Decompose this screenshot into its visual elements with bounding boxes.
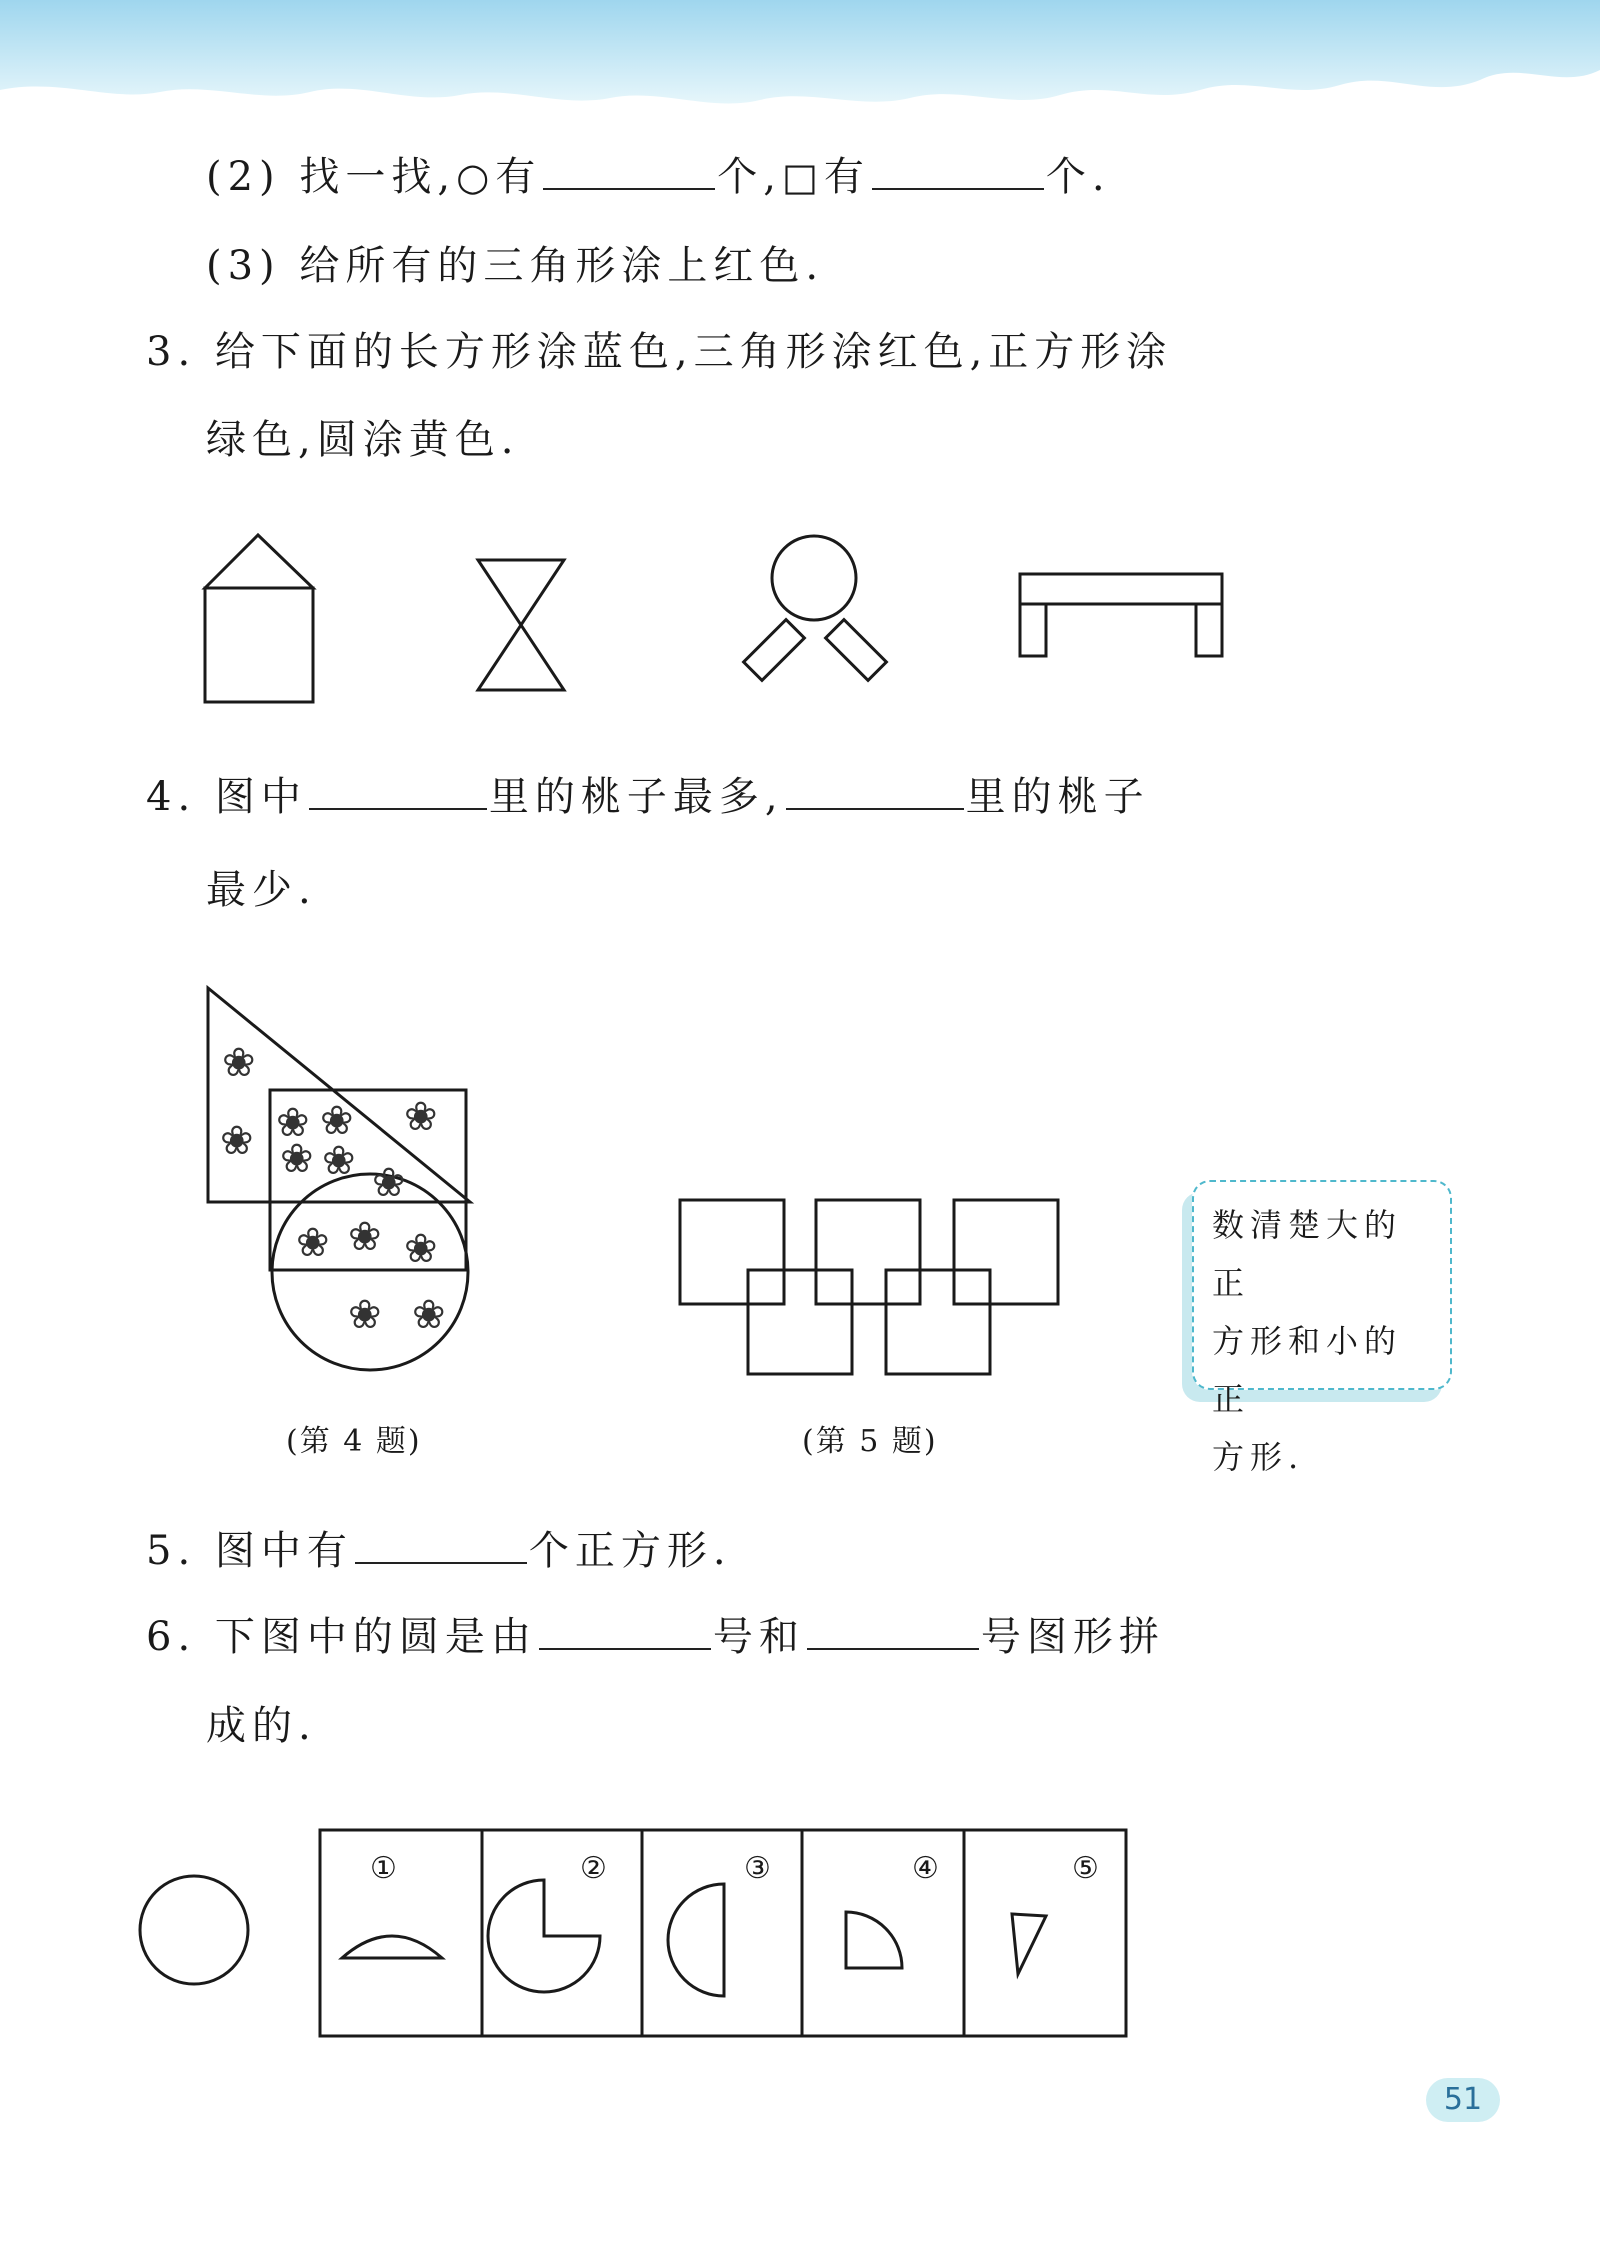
q6-prefix: 6. 下图中的圆是由 [146,1614,537,1660]
hint-line-1: 数清楚大的正 [1212,1206,1403,1302]
q3-line1: 3. 给下面的长方形涂蓝色,三角形涂红色,正方形涂 [146,329,1173,375]
q5-line [146,1522,732,1579]
piece-5-sector [1012,1914,1046,1974]
q3-house-shape [200,530,320,710]
piece-label-3: ③ [744,1851,771,1886]
q6-circle-shape [136,1872,256,1992]
piece-label-1: ① [370,1851,397,1886]
q4-least-blank[interactable] [786,768,964,810]
q3-hourglass-shape [474,556,574,696]
q2-part2-prefix: (2) 找一找, [206,154,457,200]
q5-count-blank[interactable] [355,1522,527,1564]
peach-icon: ❀ [348,1214,382,1260]
q2-part3-line: (3) 给所有的三角形涂上红色. [206,243,825,289]
piece-label-4: ④ [912,1851,939,1886]
q4-suffix: 里的桃子 [965,774,1150,820]
q5-suffix: 个正方形. [528,1528,732,1574]
peach-icon: ❀ [372,1160,406,1206]
q2-part2-line [206,148,1111,205]
header-cloud-band [0,0,1600,130]
page-number-badge: 51 [1426,2078,1500,2122]
hint-line-2: 方形和小的正 [1212,1322,1403,1418]
hint-line-3: 方形. [1212,1438,1305,1476]
piece-label-5: ⑤ [1072,1851,1099,1886]
piece-3-semicircle [668,1884,724,1996]
peach-icon: ❀ [320,1098,354,1144]
peach-icon: ❀ [222,1040,256,1086]
q5-squares-figure [676,1196,1068,1382]
q3-table-shape [1018,570,1228,670]
q2-circle-count-blank[interactable] [543,148,715,190]
q2-square-count-blank[interactable] [872,148,1044,190]
q6-mid: 号和 [712,1614,805,1660]
peach-icon: ❀ [412,1292,446,1338]
peach-icon: ❀ [296,1220,330,1266]
peach-icon: ❀ [220,1118,254,1164]
piece-4-quarter [846,1912,902,1968]
peach-icon: ❀ [322,1138,356,1184]
peach-icon: ❀ [404,1226,438,1272]
q4-line1 [146,768,1150,825]
piece-2-three-quarter [488,1880,600,1992]
piece-label-2: ② [580,1851,607,1886]
q3-line2: 绿色,圆涂黄色. [206,417,520,463]
q6-line2: 成的. [206,1703,317,1749]
q6-line1 [146,1608,1165,1665]
q5-prefix: 5. 图中有 [146,1528,353,1574]
q2-has-1: 有 [495,154,542,200]
piece-1-segment [342,1936,442,1958]
q4-most-blank[interactable] [309,768,487,810]
q6-pieces-table [318,1828,1130,2040]
q6-suffix: 号图形拼 [980,1614,1165,1660]
q4-caption: (第 4 题) [286,1424,422,1459]
hint-box [1192,1180,1452,1476]
peach-icon: ❀ [348,1292,382,1338]
q3-circle-figure [740,530,890,700]
peach-icon: ❀ [280,1136,314,1182]
peach-icon: ❀ [404,1094,438,1140]
square-glyph: □ [781,155,824,199]
circle-glyph: ○ [456,155,496,199]
peach-icon: ❀ [276,1100,310,1146]
q2-ge-comma: 个, [717,154,782,200]
q6-first-blank[interactable] [539,1608,711,1650]
q6-second-blank[interactable] [807,1608,979,1650]
q4-prefix: 4. 图中 [146,774,307,820]
q2-ge-period: 个. [1045,154,1111,200]
q4-mid: 里的桃子最多, [488,774,784,820]
q2-has-2: 有 [823,154,870,200]
q5-caption: (第 5 题) [802,1424,938,1459]
q4-line2: 最少. [206,867,317,913]
